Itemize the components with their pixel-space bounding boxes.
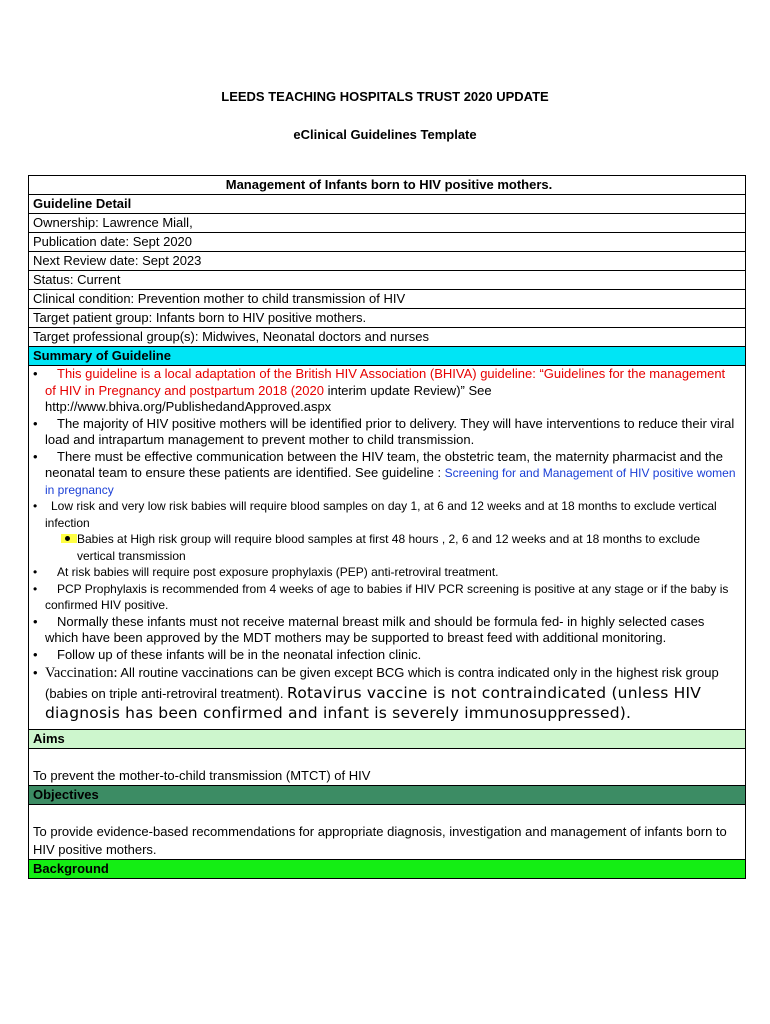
objectives-heading: Objectives <box>29 786 746 805</box>
document-subtitle: eClinical Guidelines Template <box>293 127 477 142</box>
detail-target-patient-group: Target patient group: Infants born to HIV positive mothers. <box>29 309 746 328</box>
summary-bullet-low-risk: • Low risk and very low risk babies will require blood samples on day 1, at 6 and 12 weeks and at 18 months to exclude vertical infection <box>33 499 717 530</box>
identification-text: The majority of HIV positive mothers will be identified prior to delivery. They will have interventions to reduce their viral load and intrapartum management to prevent mother to child transmission. <box>45 415 735 447</box>
detail-status: Status: Current <box>29 271 746 290</box>
summary-heading: Summary of Guideline <box>29 347 746 366</box>
bhiva-reference-text: This guideline is a local adaptation of the British HIV Association (BHIVA) guideline: “Guidelines for the management of HIV in Pregnancy and postpartum 2018 (2020 <box>45 366 726 398</box>
vaccination-label: Vaccination: <box>45 665 118 681</box>
summary-bullet-breast-milk: • Normally these infants must not receive maternal breast milk and should be formula fed- in highly selected cases which have been approved by the MDT mothers may be supported to breast feed with additional monitoring. <box>33 613 705 645</box>
aims-heading: Aims <box>29 730 746 749</box>
communication-text: There must be effective communication between the HIV team, the obstetric team, the maternity pharmacist and the neonatal team to ensure these patients are identified. See guideline : <box>45 448 723 480</box>
detail-publication-date: Publication date: Sept 2020 <box>29 233 746 252</box>
rotavirus-text: Rotavirus vaccine is not contraindicated (unless HIV diagnosis has been confirmed and infant is severely immunosuppressed). <box>45 684 702 722</box>
summary-bullet-vaccination: • Vaccination: All routine vaccinations can be given except BCG which is contra indicated only in the highest risk group (babies on triple anti-retroviral treatment). Rotavirus vaccine is not contraindicated (unless HIV diagnosis has been confirmed and infant is severely immunosuppressed). <box>33 665 719 722</box>
summary-bullet-communication: • There must be effective communication between the HIV team, the obstetric team, the maternity pharmacist and the neonatal team to ensure these patients are identified. See guideline : Screening for and Management of HIV positive women in pregnancy <box>33 448 736 497</box>
document-title: LEEDS TEACHING HOSPITALS TRUST 2020 UPDATE <box>221 89 549 104</box>
pcp-text: PCP Prophylaxis is recommended from 4 weeks of age to babies if HIV PCR screening is positive at any stage or if the baby is confirmed HIV positive. <box>45 581 729 612</box>
screening-guideline-link[interactable]: Screening for and Management of HIV positive women in pregnancy <box>45 466 736 497</box>
aims-text: To prevent the mother-to-child transmission (MTCT) of HIV <box>29 749 746 786</box>
objectives-text: To provide evidence-based recommendations for appropriate diagnosis, investigation and management of infants born to HIV positive mothers. <box>29 805 746 860</box>
guideline-detail-heading: Guideline Detail <box>29 195 746 214</box>
detail-clinical-condition: Clinical condition: Prevention mother to child transmission of HIV <box>29 290 746 309</box>
vaccination-text: All routine vaccinations can be given except BCG which is contra indicated only in the highest risk group (babies on triple anti-retroviral treatment). <box>45 665 719 701</box>
detail-ownership: Ownership: Lawrence Miall, <box>29 214 746 233</box>
background-heading: Background <box>29 860 746 879</box>
summary-bullet-pcp: • PCP Prophylaxis is recommended from 4 weeks of age to babies if HIV PCR screening is positive at any stage or if the baby is confirmed HIV positive. <box>33 581 729 612</box>
pep-text: At risk babies will require post exposure prophylaxis (PEP) anti-retroviral treatment. <box>57 565 499 579</box>
detail-target-professional-group: Target professional group(s): Midwives, Neonatal doctors and nurses <box>29 328 746 347</box>
summary-bullet-follow-up: • Follow up of these infants will be in the neonatal infection clinic. <box>33 646 422 662</box>
follow-up-text: Follow up of these infants will be in the neonatal infection clinic. <box>57 646 422 662</box>
guideline-table <box>28 175 746 879</box>
highlighted-bullet-icon <box>61 534 77 543</box>
summary-subbullet-high-risk <box>33 531 739 564</box>
low-risk-text: Low risk and very low risk babies will require blood samples on day 1, at 6 and 12 weeks and at 18 months to exclude vertical infection <box>45 499 717 530</box>
breast-milk-text: Normally these infants must not receive maternal breast milk and should be formula fed- in highly selected cases which have been approved by the MDT mothers may be supported to breast feed with additional monitoring. <box>45 613 705 645</box>
summary-list <box>33 366 739 723</box>
high-risk-text: Babies at High risk group will require blood samples at first 48 hours , 2, 6 and 12 weeks and at 18 months to exclude vertical transmission <box>77 532 701 563</box>
detail-next-review-date: Next Review date: Sept 2023 <box>29 252 746 271</box>
summary-bullet-bhiva: • This guideline is a local adaptation of the British HIV Association (BHIVA) guideline: “Guidelines for the management of HIV in Pregnancy and postpartum 2018 (2020 interim update Review)” See http://www.bhiva.org/PublishedandApproved.aspx <box>33 366 726 414</box>
summary-bullet-identification: • The majority of HIV positive mothers will be identified prior to delivery. They will have interventions to reduce their viral load and intrapartum management to prevent mother to child transmission. <box>33 415 735 447</box>
summary-bullet-pep: • At risk babies will require post exposure prophylaxis (PEP) anti-retroviral treatment. <box>33 565 499 579</box>
summary-body <box>29 366 746 730</box>
table-title: Management of Infants born to HIV positive mothers. <box>29 176 746 195</box>
bhiva-link-text: interim update Review)” See http://www.bhiva.org/PublishedandApproved.aspx <box>45 382 492 414</box>
